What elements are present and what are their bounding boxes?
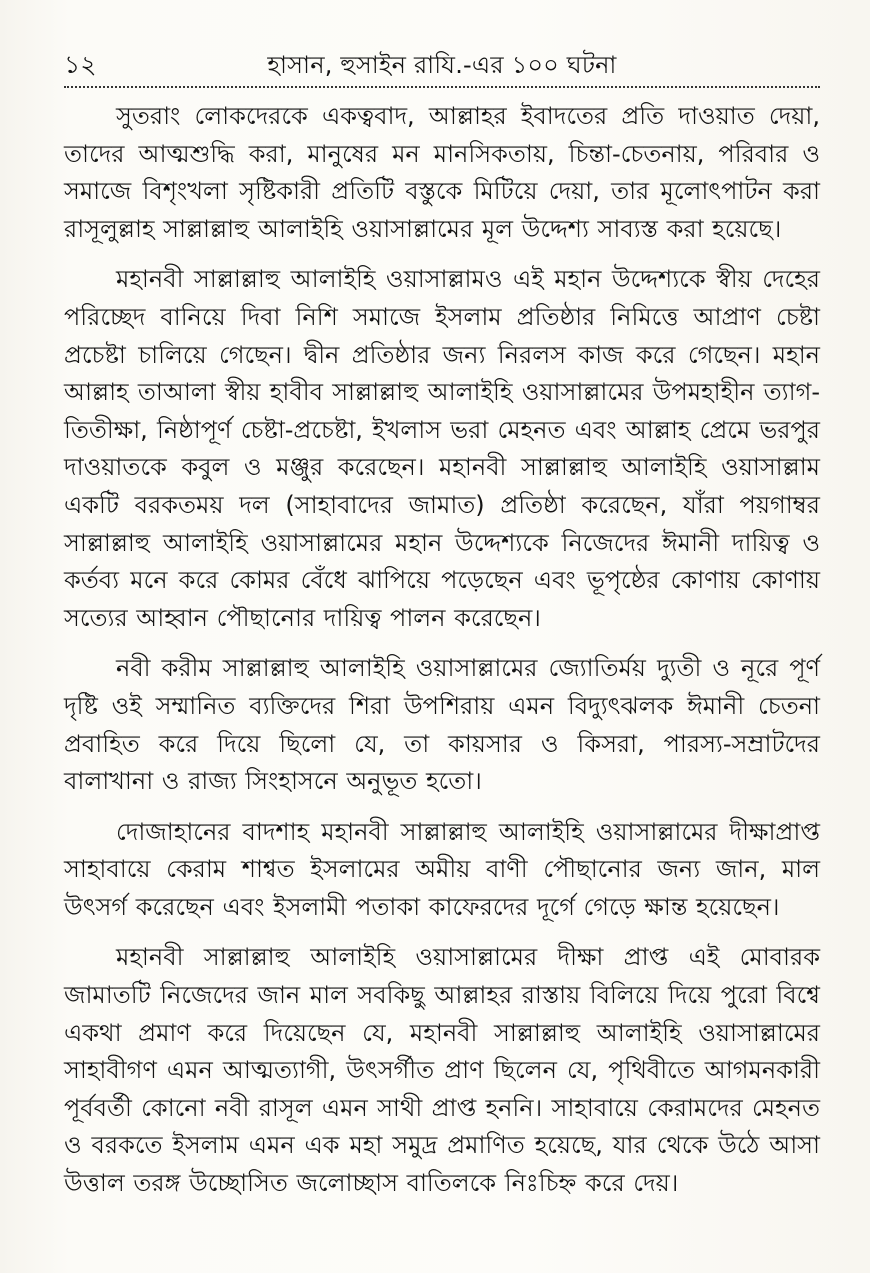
paragraph-1: সুতরাং লোকদেরকে একত্ববাদ, আল্লাহর ইবাদতের প্রতি দাওয়াত দেয়া, তাদের আত্মশুদ্ধি করা, মানুষের মন মানসিকতায়, চিন্তা-চেতনায়, পরিবার ও সমাজে বিশৃংখলা সৃষ্টিকারী প্রতিটি বস্তুকে মিটিয়ে দেয়া, তার মূলোৎপাটন করা রাসূলুল্লাহ সাল্লাল্লাহু আলাইহি ওয়াসাল্লামের মূল উদ্দেশ্য সাব্যস্ত করা হয়েছে। xyxy=(64,102,820,243)
paragraph-3: নবী করীম সাল্লাল্লাহু আলাইহি ওয়াসাল্লামের জ্যোতির্ময় দ্যুতী ও নূরে পূর্ণ দৃষ্টি ওই সম্মানিত ব্যক্তিদের শিরা উপশিরায় এমন বিদ্যুৎঝলক ঈমানী চেতনা প্রবাহিত করে দিয়ে ছিলো যে, তা কায়সার ও কিসরা, পারস্য-সম্রাটদের বালাখানা ও রাজ্য সিংহাসনে অনুভূত হতো। xyxy=(64,654,820,796)
page-header xyxy=(64,44,820,88)
paragraph-2: মহানবী সাল্লাল্লাহু আলাইহি ওয়াসাল্লামও এই মহান উদ্দেশ্যকে স্বীয় দেহের পরিচ্ছেদ বানিয়ে দিবা নিশি সমাজে ইসলাম প্রতিষ্ঠার নিমিত্তে আপ্রাণ চেষ্টা প্রচেষ্টা চালিয়ে গেছেন। দ্বীন প্রতিষ্ঠার জন্য নিরলস কাজ করে গেছেন। মহান আল্লাহ তাআলা স্বীয় হাবীব সাল্লাল্লাহু আলাইহি ওয়াসাল্লামের উপমহাহীন ত্যাগ-তিতীক্ষা, নিষ্ঠাপূর্ণ চেষ্টা-প্রচেষ্টা, ইখলাস ভরা মেহনত এবং আল্লাহ প্রেমে ভরপুর দাওয়াতকে কবুল ও মঞ্জুর করেছেন। মহানবী সাল্লাল্লাহু আলাইহি ওয়াসাল্লাম একটি বরকতময় দল (সাহাবাদের জামাত) প্রতিষ্ঠা করেছেন, যাঁরা পয়গাম্বর সাল্লাল্লাহু আলাইহি ওয়াসাল্লামের মহান উদ্দেশ্যকে নিজেদের ঈমানী দায়িত্ব ও কর্তব্য মনে করে কোমর বেঁধে ঝাপিয়ে পড়েছেন এবং ভূপৃষ্ঠের কোণায় কোণায় সত্যের আহ্বান পৌছানোর দায়িত্ব পালন করেছেন। xyxy=(64,265,820,632)
body-text xyxy=(64,98,820,1203)
page-number: ১২ xyxy=(64,50,97,79)
paragraph-4: দোজাহানের বাদশাহ মহানবী সাল্লাল্লাহু আলাইহি ওয়াসাল্লামের দীক্ষাপ্রাপ্ত সাহাবায়ে কেরাম শাশ্বত ইসলামের অমীয় বাণী পৌছানোর জন্য জান, মাল উৎসর্গ করেছেন এবং ইসলামী পতাকা কাফেরদের দূর্গে গেড়ে ক্ষান্ত হয়েছেন। xyxy=(64,817,820,921)
paragraph-5: মহানবী সাল্লাল্লাহু আলাইহি ওয়াসাল্লামের দীক্ষা প্রাপ্ত এই মোবারক জামাতটি নিজেদের জান মাল সবকিছু আল্লাহর রাস্তায় বিলিয়ে দিয়ে পুরো বিশ্বে একথা প্রমাণ করে দিয়েছেন যে, মহানবী সাল্লাল্লাহু আলাইহি ওয়াসাল্লামের সাহাবীগণ এমন আত্মত্যাগী, উৎসর্গীত প্রাণ ছিলেন যে, পৃথিবীতে আগমনকারী পূর্ববর্তী কোনো নবী রাসূল এমন সাথী প্রাপ্ত হননি। সাহাবায়ে কেরামদের মেহনত ও বরকতে ইসলাম এমন এক মহা সমুদ্র প্রমাণিত হয়েছে, যার থেকে উঠে আসা উত্তাল তরঙ্গ উচ্ছোসিত জলোচ্ছাস বাতিলকে নিঃচিহ্ন করে দেয়। xyxy=(64,943,820,1198)
running-title: হাসান, হুসাইন রাযি.-এর ১০০ ঘটনা xyxy=(267,51,617,79)
